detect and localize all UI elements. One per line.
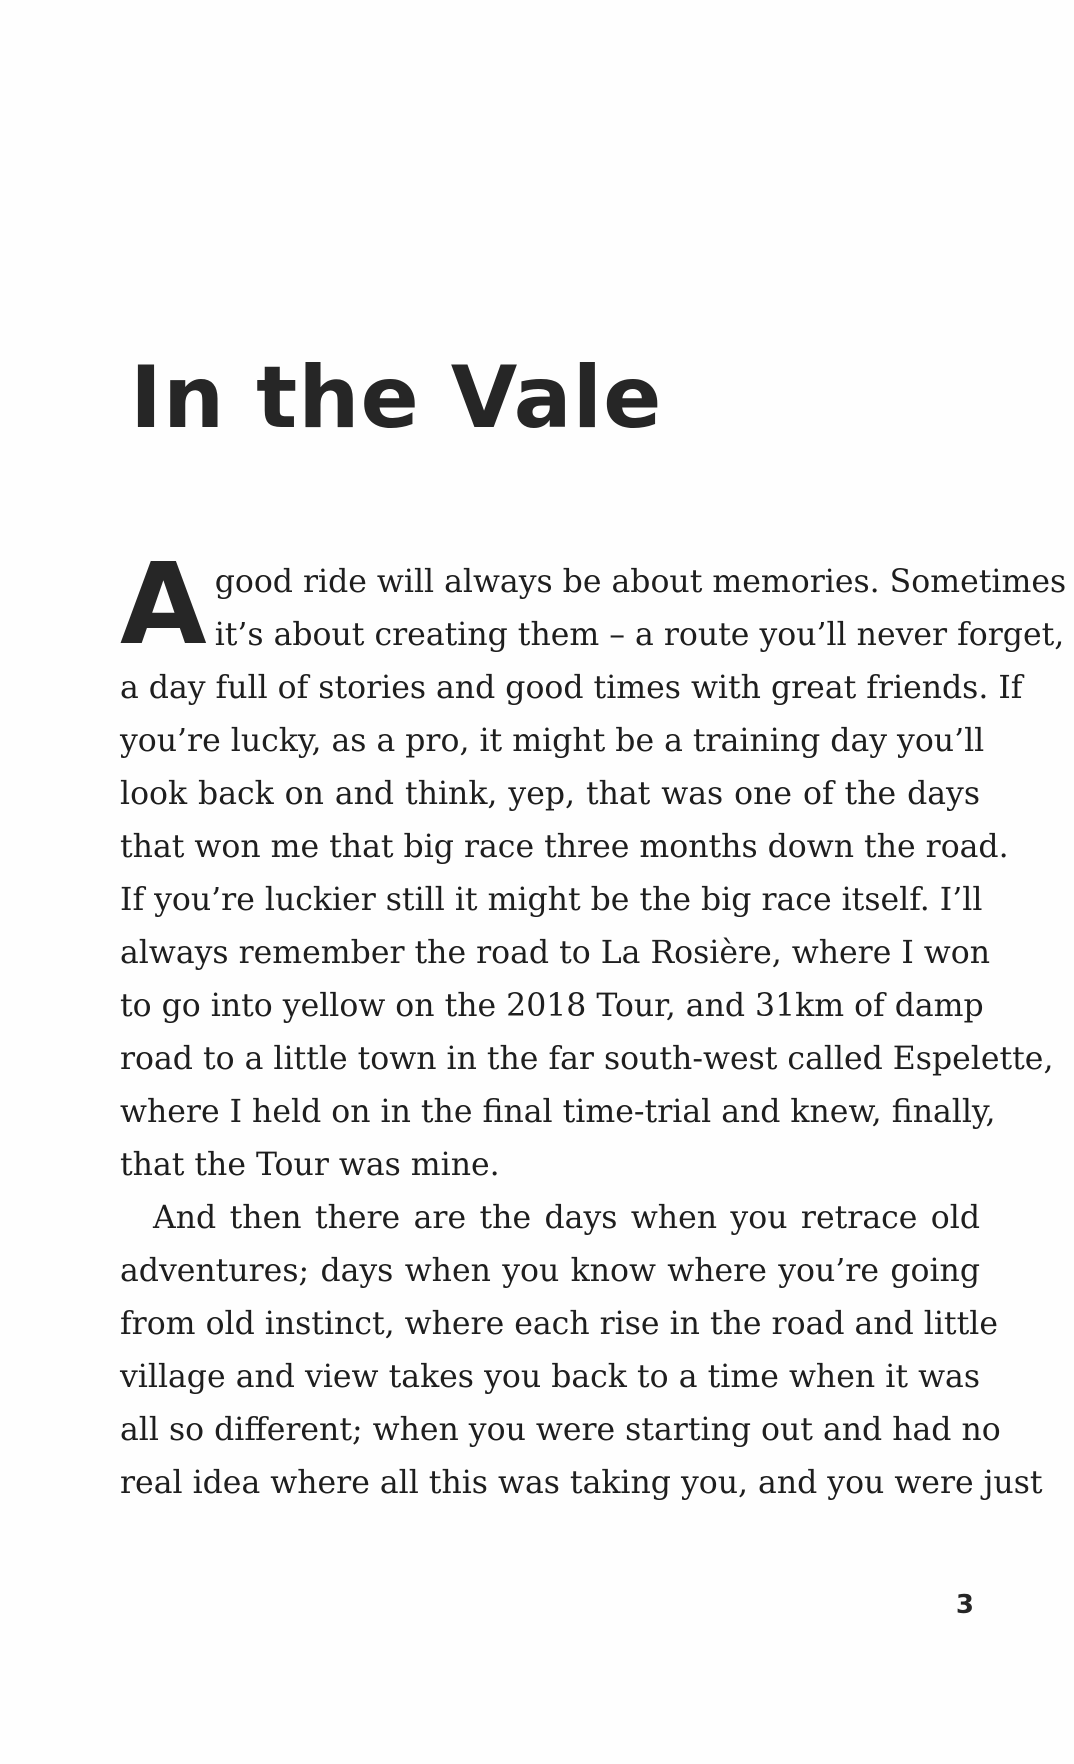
text-line: look back on and think, yep, that was one of the days <box>120 776 980 812</box>
text-line: that the Tour was mine. <box>120 1147 500 1183</box>
paragraph-first <box>120 540 1067 1192</box>
text-line: you’re lucky, as a pro, it might be a training day you’ll <box>120 723 985 759</box>
text-line: always remember the road to La Rosière, where I won <box>120 935 991 971</box>
text-line: adventures; days when you know where you’re going <box>120 1253 980 1289</box>
text-line: where I held on in the final time-trial and knew, finally, <box>120 1094 996 1130</box>
text-line: village and view takes you back to a time when it was <box>120 1359 980 1395</box>
text-line: good ride will always be about memories. Sometimes <box>214 564 1067 600</box>
text-line: real idea where all this was taking you, and you were just <box>120 1465 1043 1501</box>
body-text <box>120 540 1067 1510</box>
paragraph-second <box>120 1192 1043 1510</box>
text-line: all so different; when you were starting out and had no <box>120 1412 1001 1448</box>
text-line: to go into yellow on the 2018 Tour, and 31km of damp <box>120 988 984 1024</box>
drop-cap: A <box>120 540 207 670</box>
text-line: And then there are the days when you retrace old <box>153 1200 980 1236</box>
chapter-title: In the Vale <box>130 348 663 448</box>
page-number: 3 <box>955 1590 974 1620</box>
text-line: from old instinct, where each rise in the road and little <box>120 1306 998 1342</box>
text-line: that won me that big race three months down the road. <box>120 829 1009 865</box>
text-line: a day full of stories and good times with great friends. If <box>120 670 1023 706</box>
text-line: road to a little town in the far south-west called Espelette, <box>120 1041 1054 1077</box>
text-line: If you’re luckier still it might be the big race itself. I’ll <box>120 882 983 918</box>
dropcap-wrapped-lines <box>120 540 1067 670</box>
text-line: it’s about creating them – a route you’ll never forget, <box>214 617 1065 653</box>
